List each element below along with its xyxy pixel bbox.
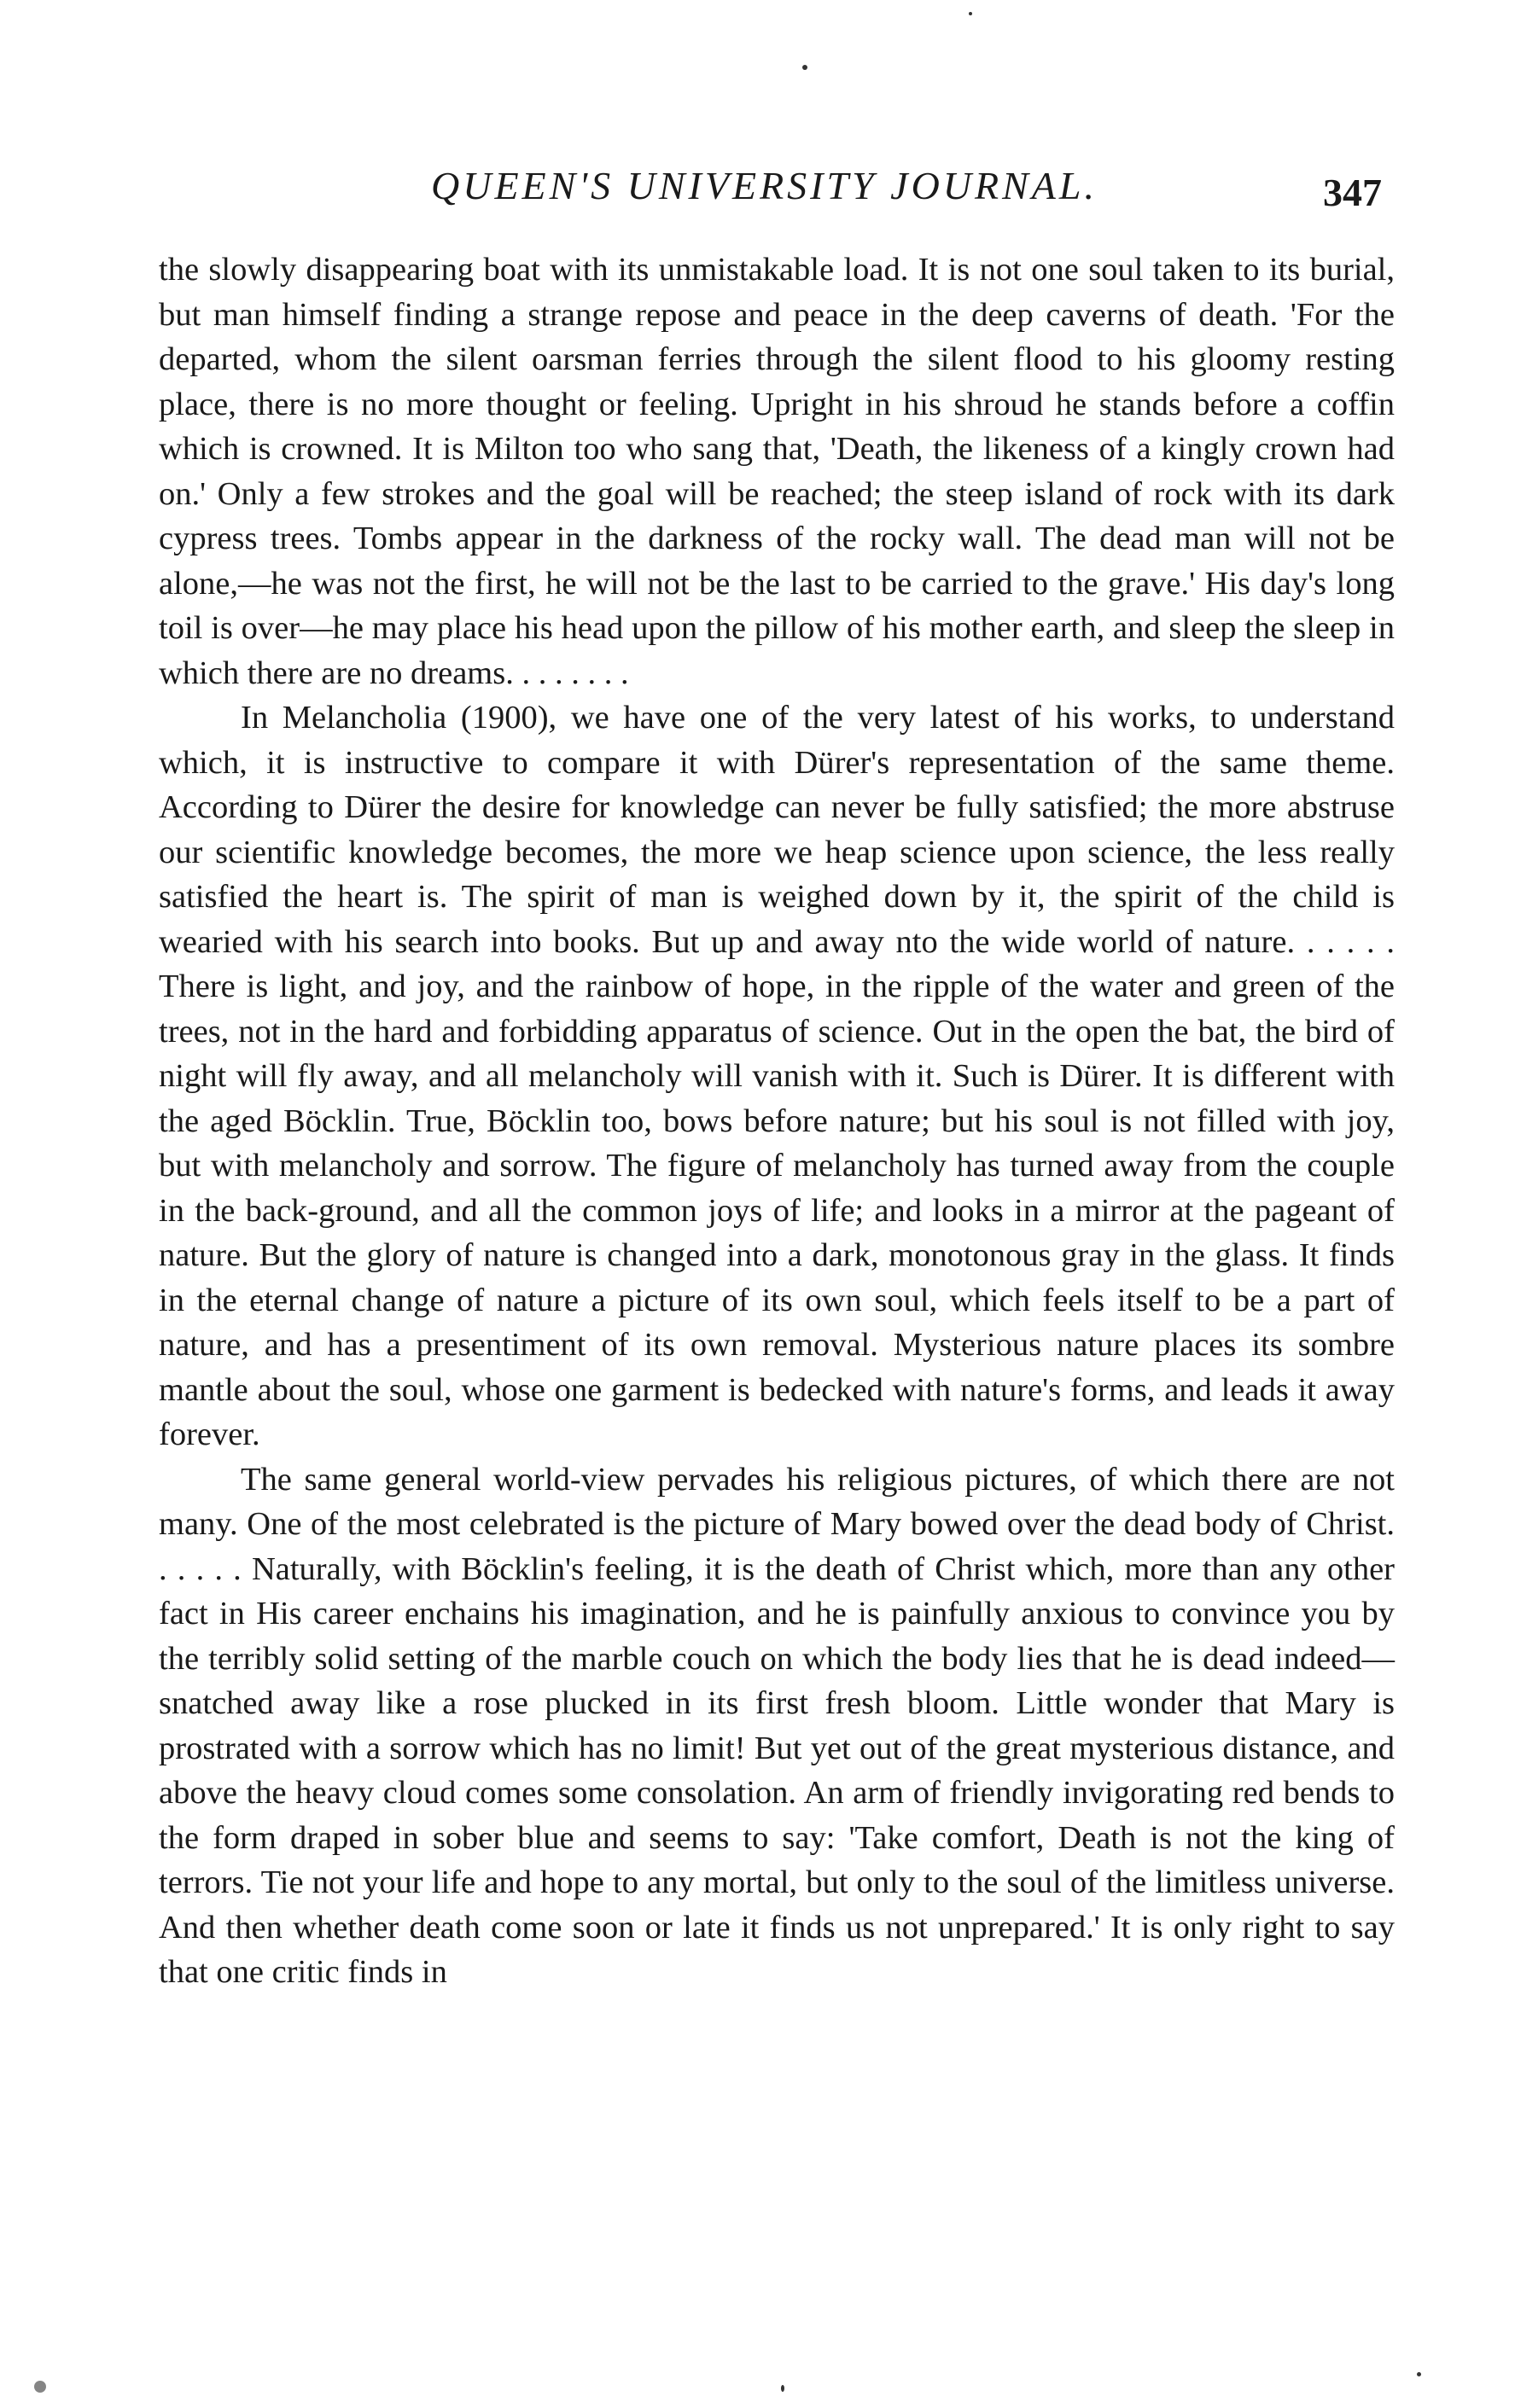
running-head <box>0 160 1515 220</box>
scan-speck <box>802 65 807 70</box>
journal-title: QUEEN'S UNIVERSITY JOURNAL. <box>431 164 1098 207</box>
paragraph-continuation: the slowly disappearing boat with its unmistakable load. It is not one soul taken to its burial, but man himself finding a strange repose and peace in the deep caverns of death. 'For the departed, whom the silent oarsman ferries through the silent flood to his gloomy resting place, there is no more thought or feeling. Upright in his shroud he stands before a coffin which is crowned. It is Milton too who sang that, 'Death, the likeness of a kingly crown had on.' Only a few strokes and the goal will be reached; the steep island of rock with its dark cypress trees. Tombs appear in the darkness of the rocky wall. The dead man will not be alone,—he was not the first, he will not be the last to be carried to the grave.' His day's long toil is over—he may place his head upon the pillow of his mother earth, and sleep the sleep in which there are no dreams. . . . . . . . <box>159 252 1395 691</box>
scan-speck <box>781 2385 784 2392</box>
page-number: 347 <box>1323 171 1382 214</box>
scan-speck <box>1417 2372 1421 2376</box>
scan-speck <box>34 2381 46 2393</box>
scan-speck <box>969 12 972 15</box>
paragraph-religious-pictures: The same general world-view pervades his religious pictures, of which there are not many. One of the most celebrated is the picture of Mary bowed over the dead body of Christ. . . . . . Naturally, with Böcklin's feeling, it is the death of Christ which, more than any other fact in His career enchains his imagination, and he is painfully anxious to convince you by the terribly solid setting of the marble couch on which the body lies that he is dead indeed—snatched away like a rose plucked in its first fresh bloom. Little wonder that Mary is prostrated with a sorrow which has no limit! But yet out of the great mysterious distance, and above the heavy cloud comes some consolation. An arm of friendly invigorating red bends to the form draped in sober blue and seems to say: 'Take comfort, Death is not the king of terrors. Tie not your life and hope to any mortal, but only to the soul of the limitless universe. And then whether death come soon or late it finds us not unprepared.' It is only right to say that one critic finds in <box>159 1461 1395 1990</box>
paragraph-melancholia: In Melancholia (1900), we have one of the very latest of his works, to understand which, it is instructive to compare it with Dürer's representation of the same theme. According to Dürer the desire for knowledge can never be fully satisfied; the more abstruse our scientific knowledge becomes, the more we heap science upon science, the less really satisfied the heart is. The spirit of man is weighed down by it, the spirit of the child is wearied with his search into books. But up and away nto the wide world of nature. . . . . . There is light, and joy, and the rainbow of hope, in the ripple of the water and green of the trees, not in the hard and forbidding apparatus of science. Out in the open the bat, the bird of night will fly away, and all melancholy will vanish with it. Such is Dürer. It is different with the aged Böcklin. True, Böcklin too, bows before nature; but his soul is not filled with joy, but with melancholy and sorrow. The figure of melancholy has turned away from the couple in the back-ground, and all the common joys of life; and looks in a mirror at the pageant of nature. But the glory of nature is changed into a dark, monotonous gray in the glass. It finds in the eternal change of nature a picture of its own soul, which feels itself to be a part of nature, and has a presentiment of its own removal. Mysterious nature places its sombre mantle about the soul, whose one garment is bedecked with nature's forms, and leads it away forever. <box>159 700 1395 1452</box>
article-body <box>159 247 1395 1995</box>
